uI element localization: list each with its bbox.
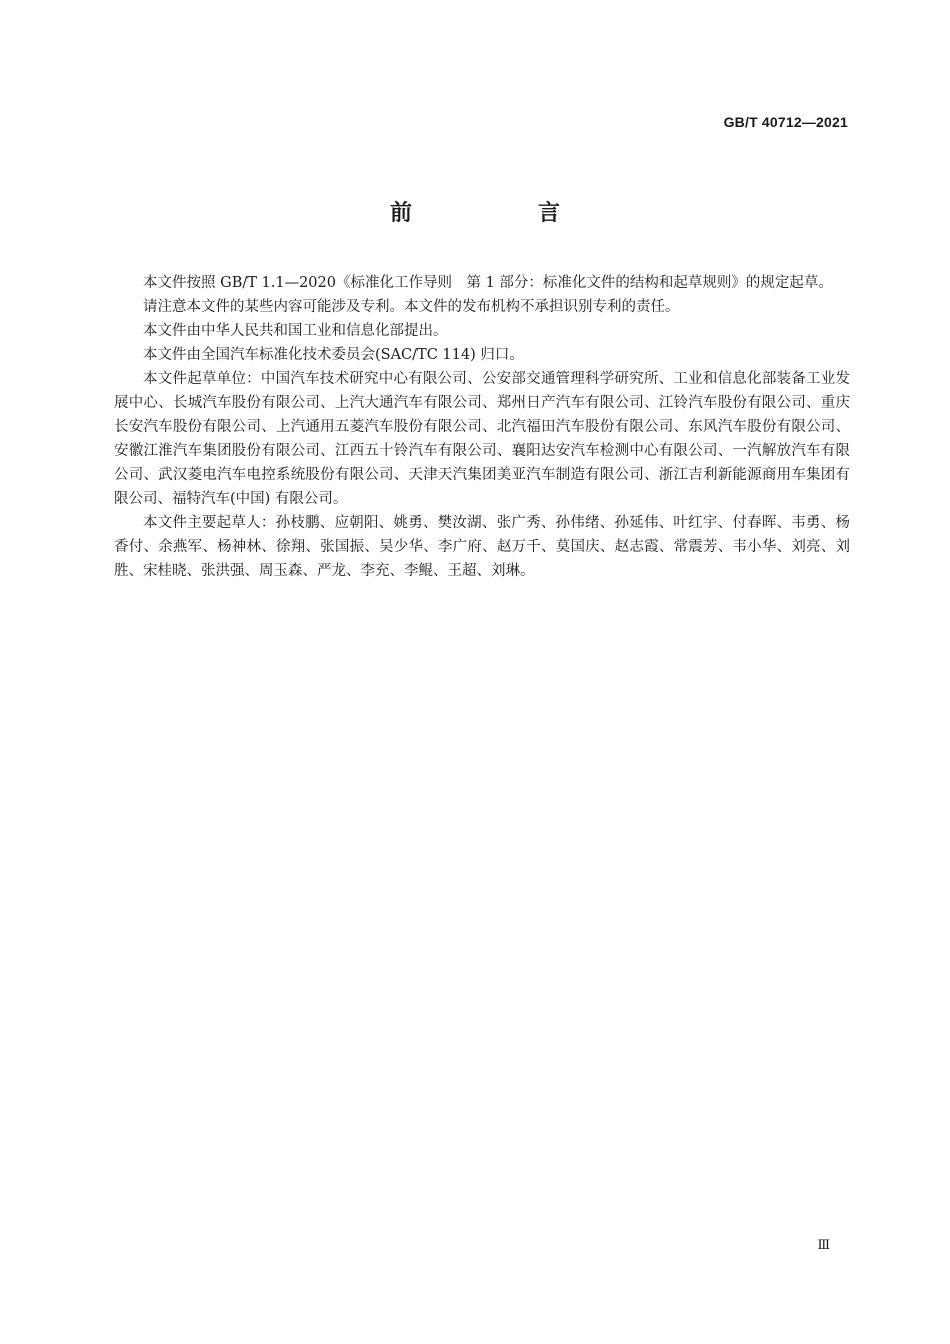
foreword-body [114, 271, 850, 583]
standard-code: GB/T 40712—2021 [723, 114, 848, 130]
paragraph-proposed-by: 本文件由中华人民共和国工业和信息化部提出。 [143, 323, 448, 339]
paragraph-patent-notice: 请注意本文件的某些内容可能涉及专利。本文件的发布机构不承担识别专利的责任。 [143, 299, 680, 315]
paragraph-main-drafters: 本文件主要起草人：孙枝鹏、应朝阳、姚勇、樊汝湖、张广秀、孙伟绪、孙延伟、叶红宇、付春晖、韦勇、杨香付、余燕军、杨神林、徐翔、张国振、吴少华、李广府、赵万千、莫国庆、赵志霞、常震芳、韦小华、刘亮、刘胜、宋桂晓、张洪强、周玉森、严龙、李充、李鲲、王超、刘琳。 [114, 515, 850, 579]
paragraph-drafting-organizations: 本文件起草单位：中国汽车技术研究中心有限公司、公安部交通管理科学研究所、工业和信息化部装备工业发展中心、长城汽车股份有限公司、上汽大通汽车有限公司、郑州日产汽车有限公司、江铃汽车股份有限公司、重庆长安汽车股份有限公司、上汽通用五菱汽车股份有限公司、北汽福田汽车股份有限公司、东风汽车股份有限公司、安徽江淮汽车集团股份有限公司、江西五十铃汽车有限公司、襄阳达安汽车检测中心有限公司、一汽解放汽车有限公司、武汉菱电汽车电控系统股份有限公司、天津天汽集团美亚汽车制造有限公司、浙江吉利新能源商用车集团有限公司、福特汽车(中国) 有限公司。 [114, 371, 850, 507]
paragraph-under-jurisdiction: 本文件由全国汽车标准化技术委员会(SAC/TC 114) 归口。 [143, 347, 524, 363]
page-title: 前 言 [389, 201, 612, 226]
paragraph-drafting-rules: 本文件按照 GB/T 1.1—2020《标准化工作导则 第 1 部分：标准化文件的结构和起草规则》的规定起草。 [143, 275, 833, 291]
page-number: Ⅲ [817, 1238, 830, 1253]
